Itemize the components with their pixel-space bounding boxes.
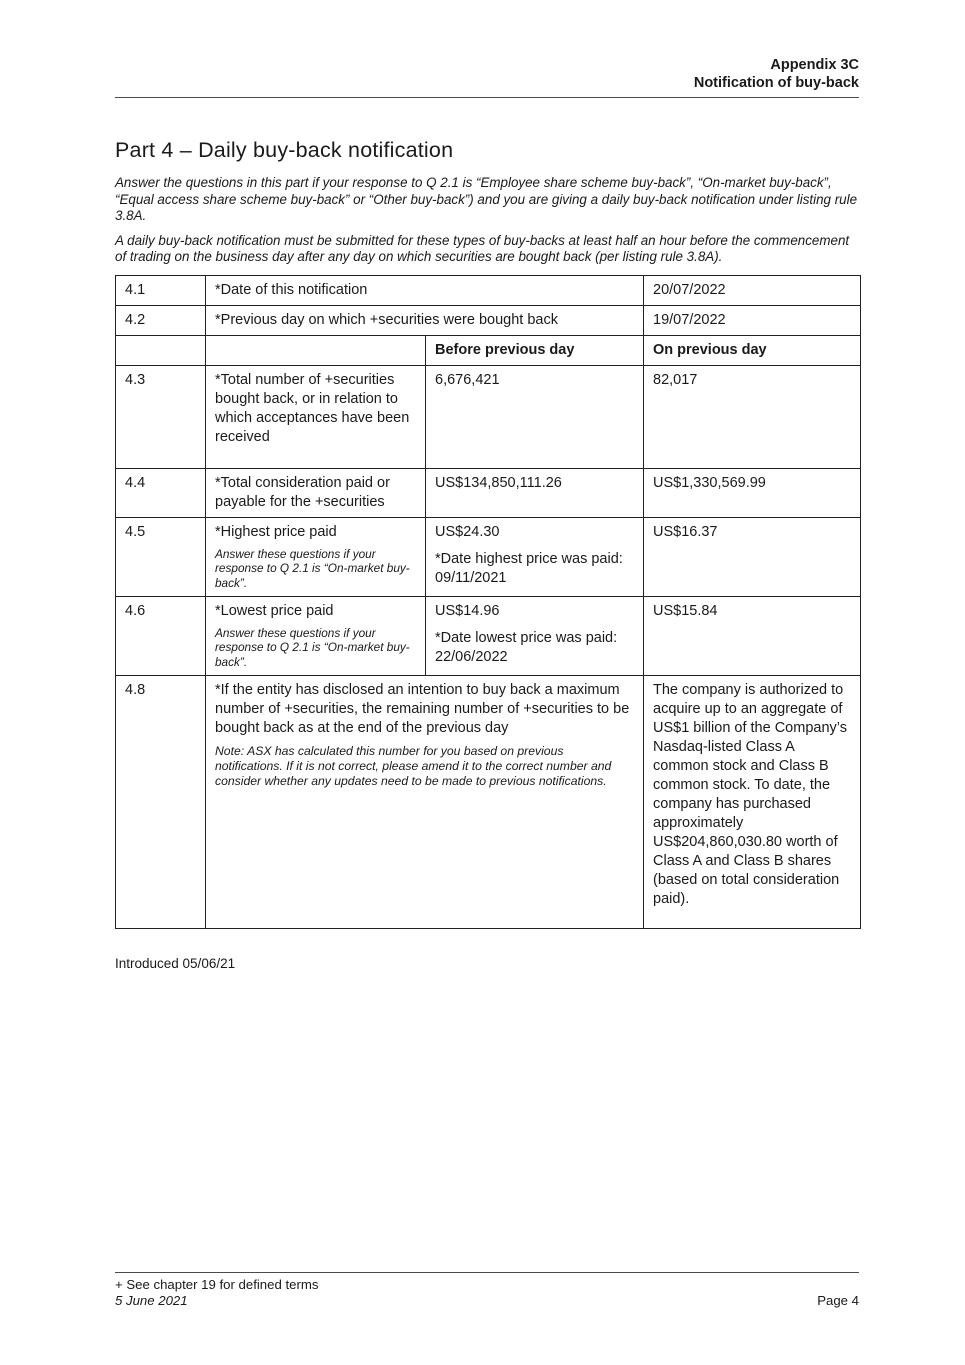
row-label: *Previous day on which +securities were bought back [206,305,644,335]
row-label-note: Answer these questions if your response to Q 2.1 is “On-market buy-back”. [215,546,410,590]
footer-bottom-line [115,1293,859,1309]
row-label-cell [206,596,426,675]
footer-rule [115,1272,859,1273]
table-row-4-6 [116,596,861,675]
value-before-previous-day: US$14.96 [435,602,500,619]
row-value: 19/07/2022 [644,305,861,335]
page-title: Part 4 – Daily buy-back notification [115,138,454,162]
document-subtitle: Notification of buy-back [693,74,859,91]
date-lowest-price-paid: *Date lowest price was paid: 22/06/2022 [435,629,618,665]
value-on-previous-day: US$16.37 [644,517,861,596]
page-number: Page 4 [817,1293,859,1308]
column-header-on-previous-day: On previous day [644,335,861,365]
page-footer [115,1272,859,1309]
value-on-previous-day: US$1,330,569.99 [644,468,861,517]
value-before-previous-day-cell [426,596,644,675]
introduced-date: Introduced 05/06/21 [115,955,236,971]
empty-cell [206,335,426,365]
table-column-header-row [116,335,861,365]
row-label: *Date of this notification [206,275,644,305]
value-before-previous-day-cell [426,517,644,596]
page-content [115,0,859,971]
row-label: *Lowest price paid [215,602,334,619]
row-value: 20/07/2022 [644,275,861,305]
row-number: 4.1 [116,275,206,305]
value-before-previous-day: 6,676,421 [426,365,644,468]
row-label: *Total number of +securities bought back, or in relation to which acceptances have been received [206,365,426,468]
row-label: *Total consideration paid or payable for the +securities [206,468,426,517]
document-header [115,57,859,92]
asx-note: Note: ASX has calculated this number for you based on previous notifications. If it is not correct, please amend it to the correct number and consider whether any updates need to be made to previous notifications. [215,743,612,788]
value-on-previous-day: US$15.84 [644,596,861,675]
intro-paragraph-2: A daily buy-back notification must be submitted for these types of buy-backs at least half an hour before the commencement of trading on the business day after any day on which securities are bought back (per listing rule 3.8A). [115,232,850,264]
buyback-table [115,275,861,929]
row-number: 4.6 [116,596,206,675]
empty-cell [116,335,206,365]
row-number: 4.4 [116,468,206,517]
table-row-4-3 [116,365,861,468]
date-highest-price-paid: *Date highest price was paid: 09/11/2021 [435,550,623,586]
row-label-note: Answer these questions if your response to Q 2.1 is “On-market buy-back”. [215,625,410,669]
remaining-buyback-value: The company is authorized to acquire up to an aggregate of US$1 billion of the Company’s Nasdaq-listed Class A common stock and Class B common stock. To date, the company has purchased approximately US$204,860,030.80 worth of Class A and Class B shares (based on total consideration paid). [644,675,861,928]
row-label: *If the entity has disclosed an intention to buy back a maximum number of +securities, the remaining number of +securities to be bought back as at the end of the previous day [215,681,630,736]
defined-terms-note: + See chapter 19 for defined terms [115,1277,319,1292]
table-row-4-5 [116,517,861,596]
row-number: 4.8 [116,675,206,928]
row-label: *Highest price paid [215,523,337,540]
table-row-4-8 [116,675,861,928]
intro-paragraph-1: Answer the questions in this part if your response to Q 2.1 is “Employee share scheme buy-back”, “On-market buy-back”, “Equal access share scheme buy-back” or “Other buy-back”) and you are giving a daily buy-back notification under listing rule 3.8A. [115,175,858,223]
table-row-4-1 [116,275,861,305]
table-row-4-2 [116,305,861,335]
value-before-previous-day: US$134,850,111.26 [426,468,644,517]
appendix-title: Appendix 3C [770,57,859,73]
header-rule [115,97,859,98]
row-number: 4.3 [116,365,206,468]
row-number: 4.2 [116,305,206,335]
footer-date: 5 June 2021 [115,1293,188,1308]
value-before-previous-day: US$24.30 [435,523,500,540]
column-header-before-previous-day: Before previous day [426,335,644,365]
row-number: 4.5 [116,517,206,596]
row-label-cell [206,675,644,928]
value-on-previous-day: 82,017 [644,365,861,468]
row-label-cell [206,517,426,596]
table-row-4-4 [116,468,861,517]
